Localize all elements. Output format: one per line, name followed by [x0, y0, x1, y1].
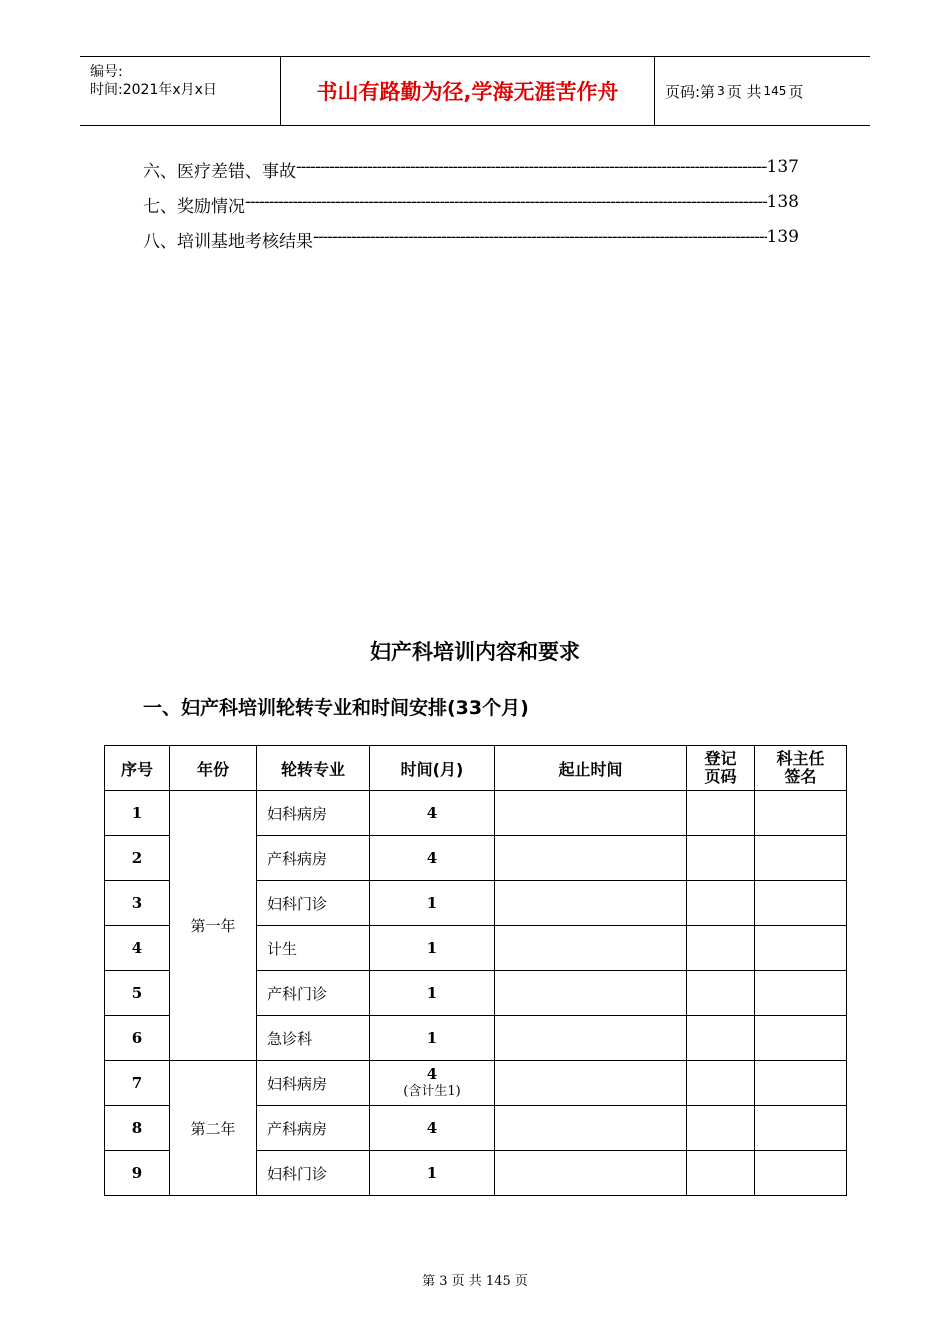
cell-reg-page[interactable]	[687, 1151, 755, 1196]
cell-months	[370, 1061, 495, 1106]
cell-period[interactable]	[495, 1106, 687, 1151]
header-months: 时间(月)	[370, 746, 495, 791]
toc-label: 八、培训基地考核结果	[143, 232, 313, 252]
cell-rotation: 妇科门诊	[257, 881, 370, 926]
cell-year: 第一年	[170, 791, 257, 1061]
toc-item[interactable]	[143, 227, 799, 252]
cell-year: 第二年	[170, 1061, 257, 1196]
cell-rotation: 产科门诊	[257, 971, 370, 1016]
toc-page: 138	[766, 192, 799, 212]
cell-sign[interactable]	[755, 836, 847, 881]
cell-months: 1	[370, 971, 495, 1016]
table-header-row	[105, 746, 847, 791]
cell-reg-page[interactable]	[687, 836, 755, 881]
toc-leader	[245, 192, 767, 217]
cell-rotation: 产科病房	[257, 1106, 370, 1151]
toc-page: 139	[766, 227, 799, 247]
cell-rotation: 妇科病房	[257, 791, 370, 836]
header-reg-page: 登记 页码	[687, 746, 755, 791]
cell-reg-page[interactable]	[687, 1016, 755, 1061]
page-header	[80, 56, 870, 126]
cell-months: 1	[370, 926, 495, 971]
header-sign: 科主任 签名	[755, 746, 847, 791]
cell-rotation: 急诊科	[257, 1016, 370, 1061]
cell-sign[interactable]	[755, 1151, 847, 1196]
time-label: 时间:2021年x月x日	[90, 82, 217, 98]
cell-rotation: 妇科病房	[257, 1061, 370, 1106]
header-page-info	[665, 57, 803, 125]
cell-sign[interactable]	[755, 1061, 847, 1106]
header-year: 年份	[170, 746, 257, 791]
page-suffix: 页	[788, 82, 804, 101]
cell-period[interactable]	[495, 926, 687, 971]
toc-label: 七、奖励情况	[143, 197, 245, 217]
cell-seq: 5	[105, 971, 170, 1016]
cell-months: 1	[370, 1151, 495, 1196]
table-row	[105, 1061, 847, 1106]
cell-months: 1	[370, 1016, 495, 1061]
cell-period[interactable]	[495, 881, 687, 926]
header-period: 起止时间	[495, 746, 687, 791]
months-value: 4	[426, 1065, 438, 1083]
cell-months: 4	[370, 1106, 495, 1151]
cell-period[interactable]	[495, 1061, 687, 1106]
cell-sign[interactable]	[755, 971, 847, 1016]
cell-sign[interactable]	[755, 1016, 847, 1061]
toc-leader	[313, 227, 767, 252]
header-motto: 书山有路勤为径,学海无涯苦作舟	[281, 57, 655, 125]
toc-label: 六、医疗差错、事故	[143, 162, 296, 182]
toc-page: 137	[766, 157, 799, 177]
page-total: 145	[763, 84, 787, 98]
cell-months: 1	[370, 881, 495, 926]
cell-sign[interactable]	[755, 1106, 847, 1151]
cell-months: 4	[370, 836, 495, 881]
cell-seq: 8	[105, 1106, 170, 1151]
cell-rotation: 计生	[257, 926, 370, 971]
cell-period[interactable]	[495, 1151, 687, 1196]
cell-seq: 2	[105, 836, 170, 881]
months-note: (含计生1)	[403, 1084, 461, 1099]
cell-reg-page[interactable]	[687, 881, 755, 926]
page-number: 3	[717, 84, 725, 98]
cell-rotation: 妇科门诊	[257, 1151, 370, 1196]
serial-label: 编号:	[90, 64, 123, 80]
rotation-table	[104, 745, 847, 1196]
toc-item[interactable]	[143, 157, 799, 182]
cell-reg-page[interactable]	[687, 971, 755, 1016]
header-seq: 序号	[105, 746, 170, 791]
cell-reg-page[interactable]	[687, 1061, 755, 1106]
page-mid: 页 共	[726, 82, 762, 101]
header-meta	[80, 57, 281, 125]
cell-seq: 6	[105, 1016, 170, 1061]
cell-reg-page[interactable]	[687, 1106, 755, 1151]
table-row	[105, 791, 847, 836]
page-title: 妇产科培训内容和要求	[370, 640, 580, 664]
section-heading: 一、妇产科培训轮转专业和时间安排(33个月)	[143, 697, 529, 719]
page-prefix: 页码:第	[665, 82, 716, 101]
cell-reg-page[interactable]	[687, 791, 755, 836]
page-footer: 第 3 页 共 145 页	[422, 1274, 528, 1289]
cell-seq: 3	[105, 881, 170, 926]
cell-sign[interactable]	[755, 926, 847, 971]
cell-reg-page[interactable]	[687, 926, 755, 971]
cell-period[interactable]	[495, 1016, 687, 1061]
toc-item[interactable]	[143, 192, 799, 217]
cell-sign[interactable]	[755, 881, 847, 926]
cell-rotation: 产科病房	[257, 836, 370, 881]
toc-leader	[296, 157, 767, 182]
cell-seq: 1	[105, 791, 170, 836]
cell-period[interactable]	[495, 836, 687, 881]
cell-seq: 7	[105, 1061, 170, 1106]
cell-sign[interactable]	[755, 791, 847, 836]
cell-seq: 9	[105, 1151, 170, 1196]
header-rotation: 轮转专业	[257, 746, 370, 791]
cell-period[interactable]	[495, 791, 687, 836]
cell-seq: 4	[105, 926, 170, 971]
cell-period[interactable]	[495, 971, 687, 1016]
cell-months: 4	[370, 791, 495, 836]
